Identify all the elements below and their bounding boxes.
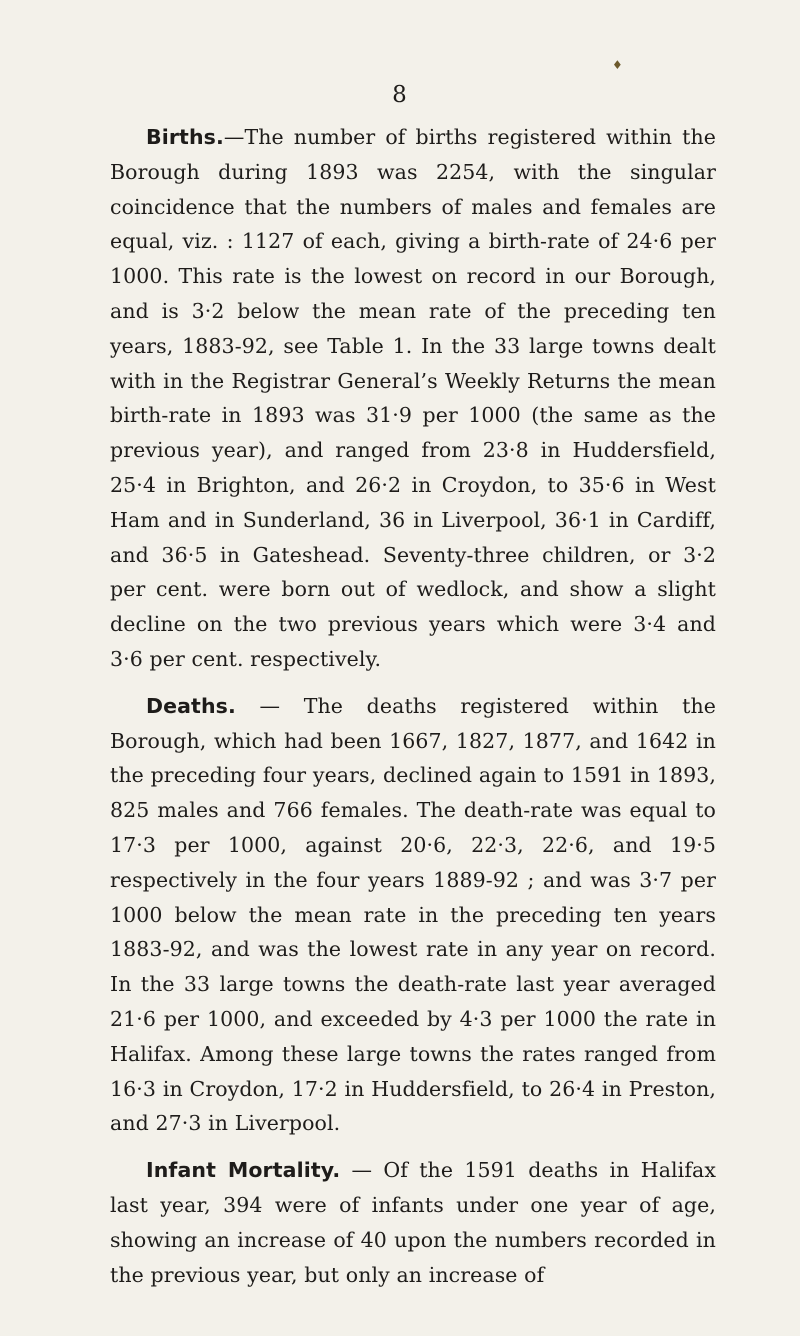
document-body — [110, 120, 716, 1292]
births-paragraph — [110, 120, 716, 677]
deaths-text: — The deaths registered within the Borough, which had been 1667, 1827, 1877, and 1642 in the preceding four years, declined again to 1591 in 1893, 825 males and 766 females. The death-rate was equal to 17·3 per 1000, against 20·6, 22·3, 22·6, and 19·5 respectively in the four years 1889-92 ; and was 3·7 per 1000 below the mean rate in the preceding ten years 1883-92, and was the lowest rate in any year on record. In the 33 large towns the death-rate last year averaged 21·6 per 1000, and exceeded by 4·3 per 1000 the rate in Halifax. Among these large towns the rates ranged from 16·3 in Croydon, 17·2 in Huddersfield, to 26·4 in Preston, and 27·3 in Liverpool. — [110, 693, 716, 1136]
births-heading: Births. — [146, 125, 224, 149]
ink-mark: ♦ — [612, 58, 623, 72]
deaths-heading: Deaths. — [146, 693, 236, 718]
infant-mortality-paragraph — [110, 1153, 716, 1292]
deaths-paragraph — [110, 689, 716, 1141]
infant-mortality-heading: Infant Mortality. — [146, 1158, 341, 1183]
births-text: —The number of births registered within the Borough during 1893 was 2254, with the singular coincidence that the numbers of males and females are equal, viz. : 1127 of each, giving a birth-rate of 24·6 per 1000. This rate is the lowest on record in our Borough, and is 3·2 below the mean rate of the preceding ten years, 1883-92, see Table 1. In the 33 large towns dealt with in the Registrar General’s Weekly Returns the mean birth-rate in 1893 was 31·9 per 1000 (the same as the previous year), and ranged from 23·8 in Huddersfield, 25·4 in Brighton, and 26·2 in Croydon, to 35·6 in West Ham and in Sunderland, 36 in Liverpool, 36·1 in Cardiff, and 36·5 in Gateshead. Seventy-three children, or 3·2 per cent. were born out of wedlock, and show a slight decline on the two previous years which were 3·4 and 3·6 per cent. respectively. — [110, 125, 716, 671]
page-number: 8 — [392, 82, 408, 108]
infant-mortality-text: — Of the 1591 deaths in Halifax last year, 394 were of infants under one year of age, showing an increase of 40 upon the numbers recorded in the previous year, but only an increase of — [110, 1158, 717, 1287]
